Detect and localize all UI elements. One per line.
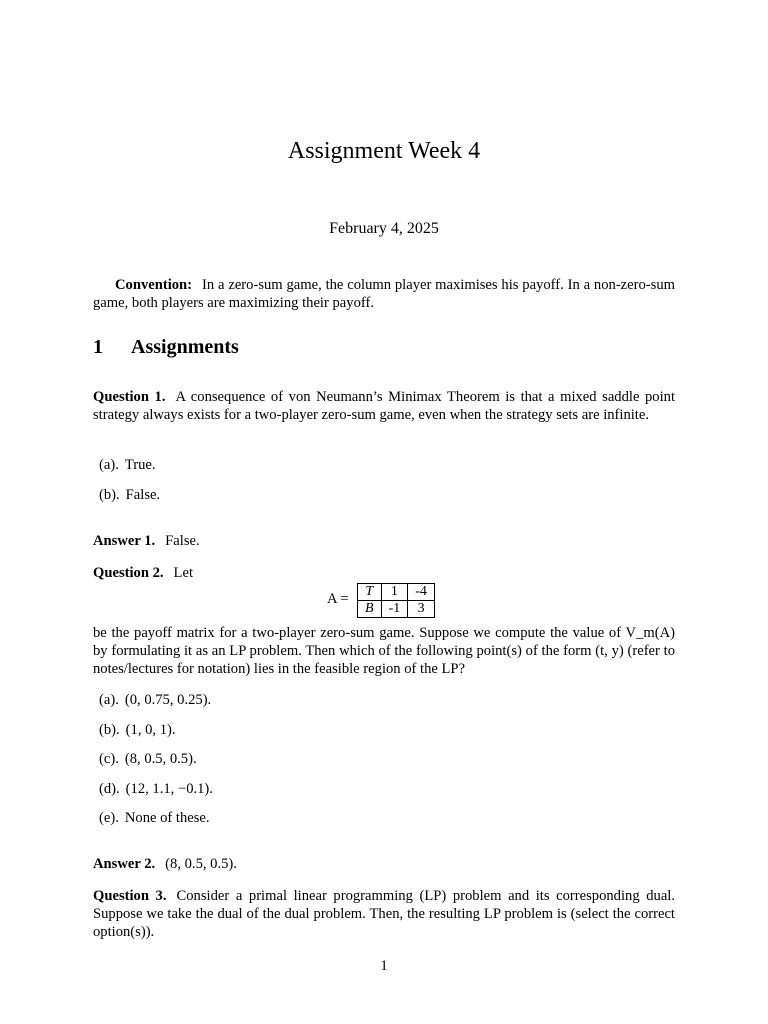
question-3-text: Consider a primal linear programming (LP) problem and its corresponding dual. Suppose we take the dual of the dual problem. Then, the resulting LP problem is (select the correct option(s)).: [93, 888, 676, 940]
section-title: Assignments: [131, 336, 239, 358]
option-text: False.: [125, 486, 161, 503]
option-item: [99, 809, 213, 839]
option-text: None of these.: [124, 810, 210, 826]
option-text: (1, 0, 1).: [125, 721, 176, 738]
option-item: [99, 750, 213, 780]
question-1-label: Question 1.: [93, 389, 166, 405]
option-text: (0, 0.75, 0.25).: [124, 692, 212, 708]
page-number: 1: [380, 958, 388, 974]
convention-label: Convention:: [115, 277, 193, 293]
answer-1: [93, 532, 675, 550]
option-label: (e).: [99, 810, 119, 826]
option-label: (a).: [99, 692, 119, 708]
matrix-cell: 1: [381, 584, 408, 601]
document-date: February 4, 2025: [329, 220, 439, 237]
question-1-options: [99, 456, 160, 515]
answer-2-text: (8, 0.5, 0.5).: [165, 856, 237, 872]
option-label: (b).: [99, 486, 120, 503]
answer-1-label: Answer 1.: [93, 533, 156, 549]
question-2-intro: Let: [173, 565, 193, 581]
matrix-cell: -4: [408, 584, 435, 601]
option-item: [99, 456, 160, 486]
option-label: (a).: [99, 457, 119, 473]
option-text: (8, 0.5, 0.5).: [124, 751, 197, 767]
payoff-matrix: [357, 583, 435, 618]
question-3: [93, 887, 675, 941]
question-2-text: be the payoff matrix for a two-player zero-sum game. Suppose we compute the value of V_m(A) by formulating it as an LP problem. Then which of the following point(s) of the form (t, y) (refer to notes/lectures for notation) lies in the feasible region of the LP?: [93, 625, 675, 677]
matrix-row: [358, 601, 435, 618]
option-text: (12, 1.1, −0.1).: [125, 780, 213, 797]
option-label: (b).: [99, 721, 120, 738]
matrix-cell: 3: [408, 601, 435, 618]
document-title: Assignment Week 4: [287, 138, 481, 164]
matrix-cell: -1: [381, 601, 408, 618]
section-heading: [93, 336, 239, 359]
option-item: [99, 721, 213, 751]
matrix-lhs: A =: [327, 591, 349, 607]
question-1: [93, 388, 675, 424]
option-label: (d).: [99, 780, 120, 797]
option-item: [99, 691, 213, 721]
question-2-label: Question 2.: [93, 565, 164, 581]
convention-text: In a zero-sum game, the column player maximises his payoff. In a non-zero-sum game, both players are maximizing their payoff.: [93, 277, 675, 311]
convention-paragraph: [93, 276, 675, 312]
option-item: [99, 486, 160, 516]
option-text: True.: [124, 457, 156, 473]
option-item: [99, 780, 213, 810]
option-label: (c).: [99, 751, 119, 767]
question-2-options: [99, 691, 213, 839]
matrix-cell: T: [358, 584, 382, 601]
question-3-label: Question 3.: [93, 888, 167, 904]
answer-2: [93, 855, 675, 873]
answer-2-label: Answer 2.: [93, 856, 156, 872]
matrix-row: [358, 584, 435, 601]
matrix-cell: B: [358, 601, 382, 618]
section-number: 1: [93, 336, 103, 358]
question-2: [93, 564, 675, 582]
question-1-text: A consequence of von Neumann’s Minimax Theorem is that a mixed saddle point strategy always exists for a two-player zero-sum game, even when the strategy sets are infinite.: [93, 389, 676, 423]
answer-1-text: False.: [165, 533, 200, 549]
